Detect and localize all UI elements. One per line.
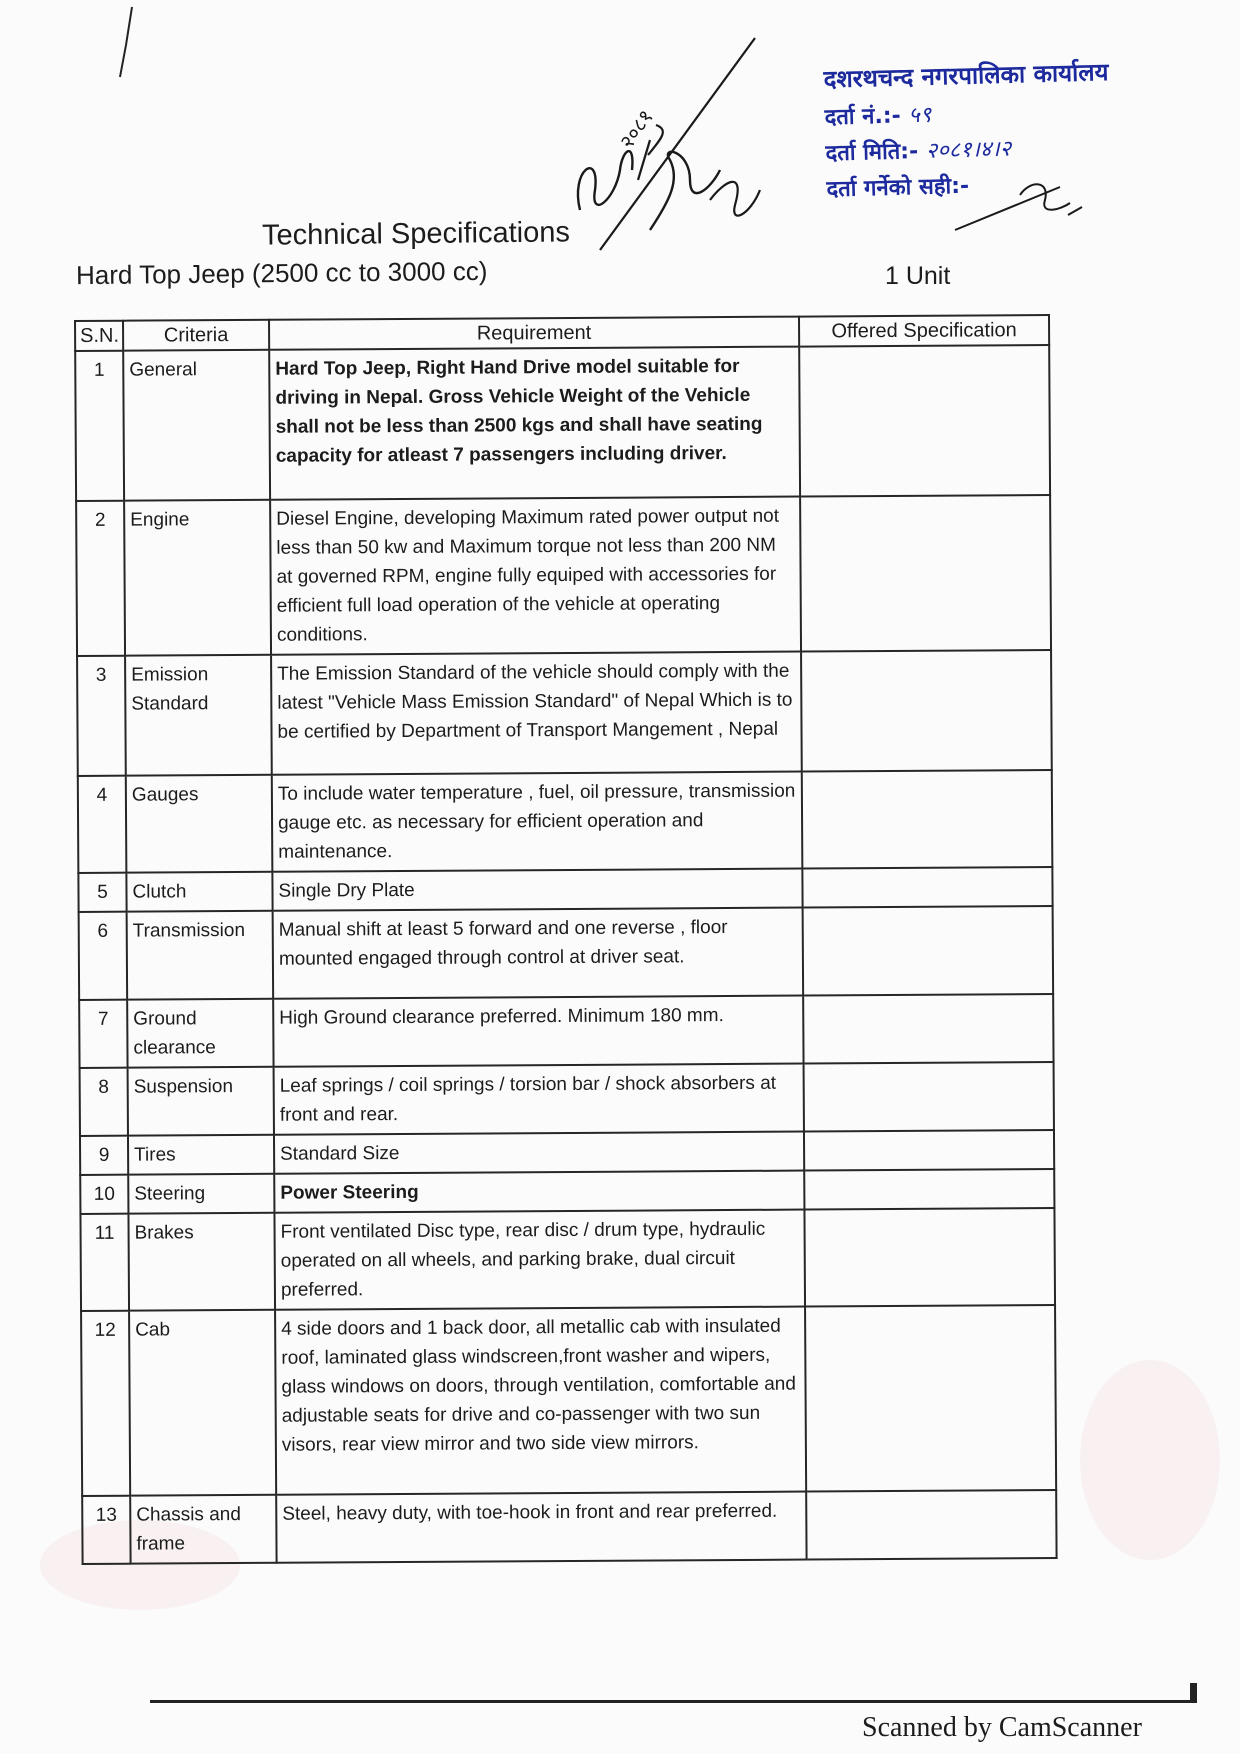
stamp-reg-date-value: २०८१।४।२: [925, 136, 1012, 164]
stamp-reg-number: [824, 93, 1165, 132]
table-row: [80, 1208, 1055, 1311]
row-offered-specification[interactable]: [805, 1305, 1056, 1492]
row-criteria: Cab: [129, 1310, 276, 1496]
row-requirement: Steel, heavy duty, with toe-hook in front and rear preferred.: [276, 1492, 806, 1563]
row-sn: 13: [82, 1496, 130, 1564]
row-criteria: Suspension: [128, 1067, 274, 1136]
row-offered-specification[interactable]: [802, 867, 1052, 908]
row-requirement: Single Dry Plate: [272, 869, 802, 911]
header-sn: S.N.: [75, 321, 123, 351]
row-offered-specification[interactable]: [803, 906, 1054, 996]
header-requirement: Requirement: [269, 317, 799, 350]
document-title: Technical Specifications: [261, 216, 571, 252]
row-requirement: The Emission Standard of the vehicle should comply with the latest "Vehicle Mass Emission Standard" of Nepal Which is to be certified by Department of Transport Mangement , Nepal: [271, 652, 802, 775]
table-row: [80, 1169, 1054, 1214]
row-criteria: Transmission: [127, 911, 274, 1000]
row-offered-specification[interactable]: [804, 1062, 1054, 1132]
row-sn: 8: [80, 1068, 128, 1136]
row-sn: 12: [81, 1311, 130, 1496]
row-criteria: Gauges: [126, 775, 273, 873]
row-criteria: Ground clearance: [127, 999, 273, 1068]
row-offered-specification[interactable]: [804, 1130, 1054, 1171]
row-sn: 6: [79, 912, 128, 1000]
footer-rule-end: [1190, 1683, 1197, 1703]
row-offered-specification[interactable]: [801, 650, 1052, 772]
table-row: [77, 650, 1052, 776]
table-row: [78, 770, 1053, 873]
row-sn: 3: [77, 656, 126, 776]
table-row: [80, 1062, 1054, 1136]
row-criteria: Engine: [124, 500, 271, 656]
row-requirement: Leaf springs / coil springs / torsion bar / shock absorbers at front and rear.: [274, 1064, 804, 1135]
row-requirement: 4 side doors and 1 back door, all metallic cab with insulated roof, laminated glass windscreen,front washer and wipers, glass windows on doors, through ventilation, comfortable and adjustable seats for drive and co-passenger with two sun visors, rear view mirror and two side view mirrors.: [275, 1307, 806, 1495]
stamp-reg-number-value: ५९: [908, 102, 932, 129]
row-offered-specification[interactable]: [799, 345, 1050, 497]
row-criteria: Chassis and frame: [130, 1495, 276, 1564]
row-requirement: Power Steering: [274, 1171, 804, 1213]
row-offered-specification[interactable]: [803, 994, 1053, 1064]
header-criteria: Criteria: [123, 320, 269, 351]
row-sn: 1: [75, 351, 124, 501]
row-requirement: High Ground clearance preferred. Minimum 180 mm.: [273, 996, 803, 1067]
row-requirement: Front ventilated Disc type, rear disc / drum type, hydraulic operated on all wheels, and parking brake, dual circuit preferred.: [274, 1210, 805, 1310]
row-offered-specification[interactable]: [800, 495, 1051, 652]
row-offered-specification[interactable]: [804, 1169, 1054, 1210]
row-offered-specification[interactable]: [806, 1490, 1056, 1560]
table-row: [75, 345, 1050, 501]
row-offered-specification[interactable]: [802, 770, 1053, 869]
table-row: [82, 1490, 1056, 1564]
row-sn: 2: [76, 501, 125, 656]
table-row: [81, 1305, 1056, 1496]
specification-table: [74, 314, 1058, 1565]
footer-rule: [150, 1700, 1195, 1703]
row-criteria: Steering: [128, 1174, 274, 1214]
scanner-watermark: Scanned by CamScanner: [862, 1712, 1142, 1743]
row-requirement: Standard Size: [274, 1132, 804, 1174]
row-offered-specification[interactable]: [804, 1208, 1055, 1307]
row-requirement: Hard Top Jeep, Right Hand Drive model suitable for driving in Nepal. Gross Vehicle Weight of the Vehicle shall not be less than 2500 kgs and shall have seating capacity for atleast 7 passengers including driver.: [269, 347, 800, 500]
table-row: [76, 495, 1051, 656]
row-requirement: To include water temperature , fuel, oil pressure, transmission gauge etc. as necessary for efficient operation and maintenance.: [272, 772, 803, 872]
stamp-reg-date: [825, 129, 1166, 168]
signature-number: २०८१: [614, 105, 658, 153]
table-row: [78, 867, 1052, 912]
row-requirement: Manual shift at least 5 forward and one reverse , floor mounted engaged through control at driver seat.: [273, 908, 804, 999]
table-row: [79, 906, 1054, 1000]
row-sn: 5: [78, 873, 126, 912]
stamp-office-name: दशरथचन्द नगरपालिका कार्यालय: [823, 58, 1109, 94]
row-requirement: Diesel Engine, developing Maximum rated power output not less than 50 kw and Maximum torque not less than 200 NM at governed RPM, engine fully equiped with accessories for efficient full load operation of the vehicle at operating conditions.: [270, 497, 801, 655]
row-criteria: General: [123, 350, 270, 501]
table-row: [79, 994, 1053, 1068]
row-sn: 4: [78, 776, 127, 873]
row-sn: 11: [80, 1214, 129, 1311]
row-criteria: Tires: [128, 1135, 274, 1175]
stamp-reg-date-label: दर्ता मिति:-: [825, 139, 919, 167]
header-offered-specification: Offered Specification: [799, 315, 1049, 347]
row-criteria: Clutch: [126, 872, 272, 912]
quantity-label: 1 Unit: [885, 262, 951, 290]
stamp-signature-scribble: [950, 175, 1090, 245]
paper-stain: [1080, 1360, 1220, 1560]
row-sn: 9: [80, 1136, 128, 1175]
table-row: [80, 1130, 1054, 1175]
pen-mark: [110, 5, 140, 85]
stamp-signer-label: दर्ता गर्नेको सही:-: [826, 173, 970, 203]
document-subtitle: Hard Top Jeep (2500 cc to 3000 cc): [75, 255, 488, 291]
row-criteria: Brakes: [128, 1213, 275, 1311]
row-sn: 10: [80, 1175, 128, 1214]
row-criteria: Emission Standard: [125, 655, 272, 776]
row-sn: 7: [79, 1000, 127, 1068]
stamp-reg-number-label: दर्ता नं.:-: [824, 103, 902, 131]
